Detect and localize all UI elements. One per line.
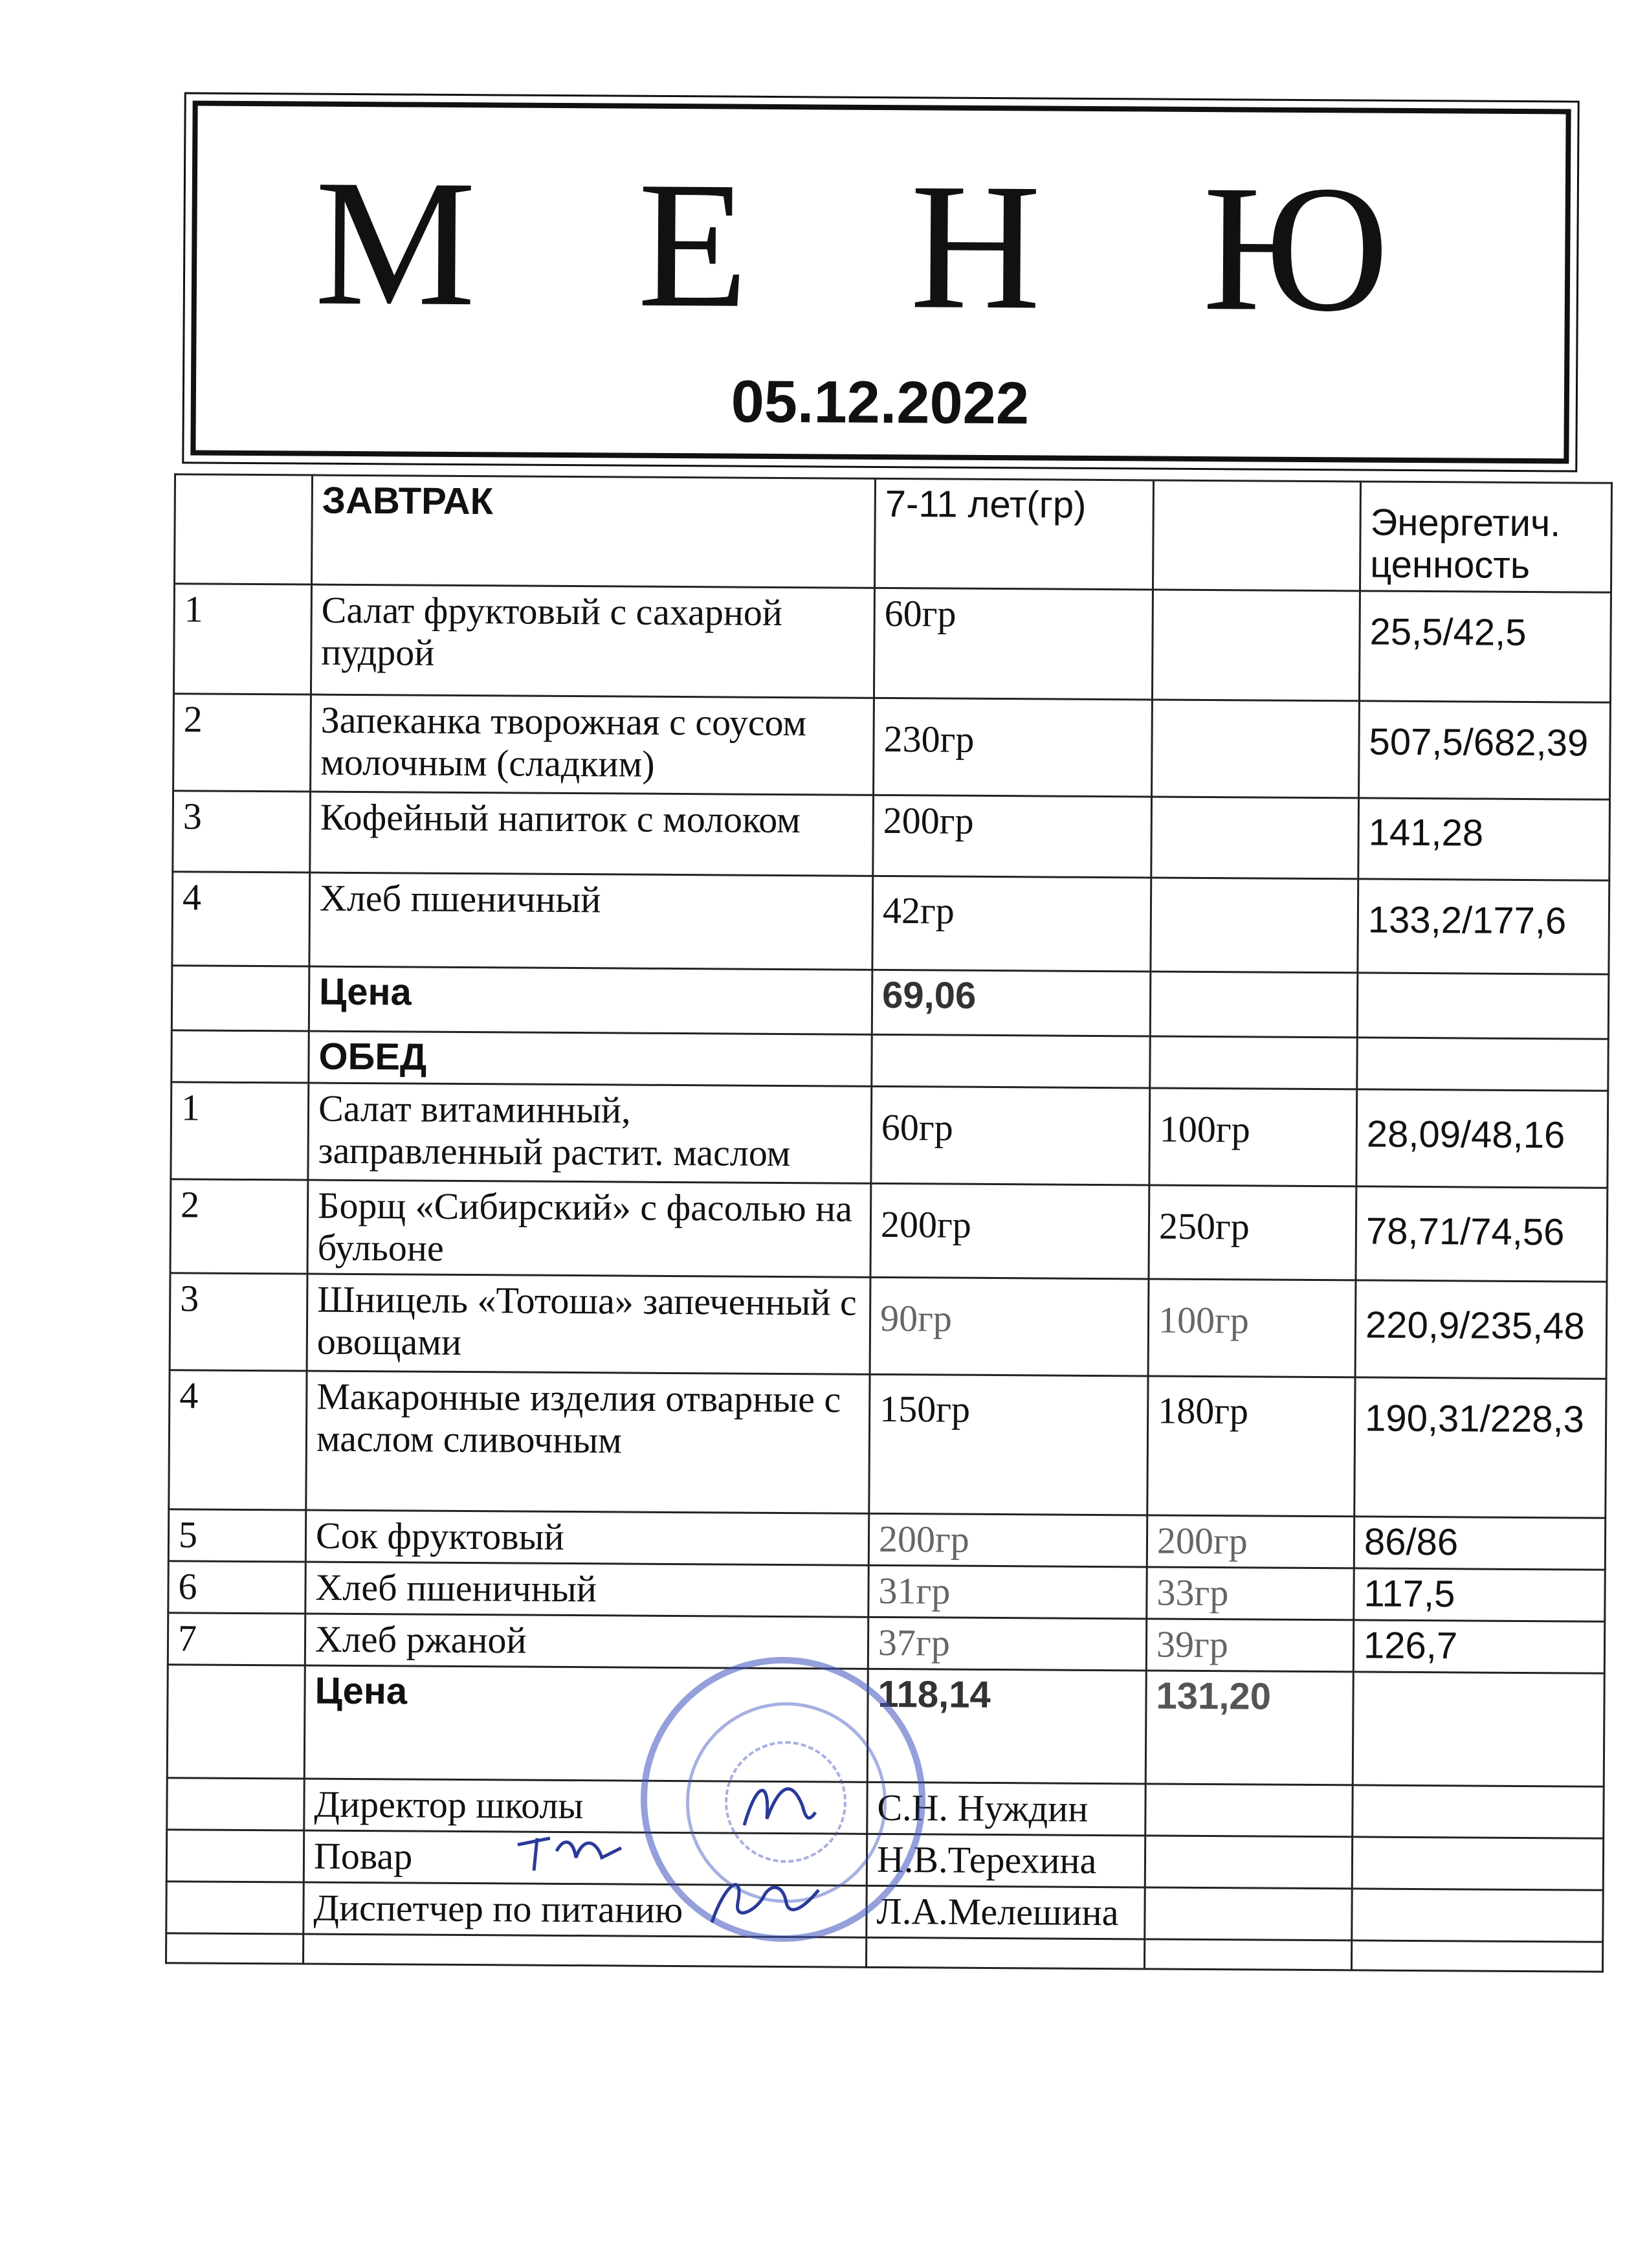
weight-7-11: 230гр (874, 698, 1153, 797)
energy-value: 190,31/228,3 (1354, 1377, 1606, 1518)
row-number: 6 (168, 1561, 305, 1614)
cell-empty (1144, 1939, 1351, 1970)
weight-12-18: 100гр (1148, 1279, 1356, 1377)
dish-name: Кофейный напиток с молоком (310, 792, 874, 876)
table-row (169, 1370, 1606, 1518)
weight-7-11: 31гр (868, 1565, 1147, 1619)
weight-7-11: 37гр (868, 1617, 1146, 1671)
signature-name: С.Н. Нуждин (867, 1782, 1145, 1836)
director-signature (731, 1767, 822, 1845)
cell-empty (872, 1034, 1150, 1088)
row-number: 4 (169, 1370, 307, 1510)
lunch-header-row (171, 1030, 1608, 1091)
weight-12-18: 100гр (1149, 1088, 1357, 1186)
energy-value: 507,5/682,39 (1359, 701, 1611, 799)
cell-empty (167, 1777, 304, 1830)
lunch-price-12-18: 131,20 (1145, 1671, 1353, 1785)
cell-empty (1353, 1785, 1604, 1838)
cell-empty (1357, 973, 1609, 1039)
energy-value: 133,2/177,6 (1358, 879, 1609, 974)
cell-empty (167, 1664, 305, 1778)
dish-name: Запеканка творожная с соусом молочным (сладким) (311, 695, 874, 795)
cell-empty (175, 474, 313, 584)
dish-name: Хлеб пшеничный (305, 1562, 868, 1617)
cell-empty (166, 1881, 304, 1933)
row-number: 1 (171, 1082, 309, 1180)
row-number: 1 (173, 584, 311, 695)
weight-12-18: 33гр (1147, 1567, 1354, 1620)
table-row (170, 1273, 1607, 1379)
cell-empty (1352, 1837, 1603, 1890)
row-number: 2 (173, 694, 311, 792)
cell-empty (171, 1030, 309, 1083)
age-label: 7-11 лет(гр) (874, 478, 1153, 590)
table-row (172, 872, 1609, 975)
row-number: 2 (170, 1179, 308, 1274)
cell-empty (1150, 1036, 1357, 1089)
cell-empty (166, 1933, 303, 1963)
weight-12-18: 180гр (1147, 1376, 1355, 1517)
title-box (190, 100, 1571, 463)
cell-empty (171, 966, 309, 1031)
energy-value: 25,5/42,5 (1359, 591, 1611, 702)
signature-role: Директор школы (304, 1779, 867, 1834)
signature-name: Л.А.Мелешина (867, 1885, 1145, 1939)
signature-name: Н.В.Терехина (867, 1834, 1145, 1887)
cell-empty (1351, 1940, 1602, 1971)
weight-7-11: 200гр (870, 1183, 1149, 1279)
price-label: Цена (309, 966, 872, 1034)
dish-name: Хлеб пшеничный (309, 873, 873, 970)
table-row (168, 1509, 1605, 1570)
table-row (173, 584, 1611, 703)
table-row (170, 1179, 1608, 1282)
energy-value: 28,09/48,16 (1356, 1089, 1608, 1188)
cell-empty (166, 1829, 304, 1882)
weight-7-11: 200гр (868, 1513, 1147, 1567)
cell-empty (1152, 700, 1360, 798)
breakfast-price-row (171, 966, 1609, 1040)
cell-empty (1353, 1672, 1604, 1786)
breakfast-price: 69,06 (872, 970, 1151, 1036)
cell-empty (1145, 1836, 1352, 1889)
energy-value: 86/86 (1354, 1517, 1605, 1570)
lunch-price-7-11: 118,14 (867, 1669, 1146, 1784)
cook-signature (511, 1819, 628, 1877)
table-row (173, 791, 1610, 881)
dish-name: Борщ «Сибирский» с фасолью на бульоне (307, 1180, 871, 1277)
energy-value: 220,9/235,48 (1355, 1280, 1607, 1379)
cell-empty (1152, 590, 1360, 701)
cell-empty (1150, 972, 1358, 1038)
dish-name: Макаронные изделия отварные с маслом сливочным (306, 1371, 870, 1513)
energy-label: Энергетич. ценность (1360, 482, 1611, 592)
weight-7-11: 200гр (873, 795, 1152, 878)
table-row (173, 694, 1611, 800)
cell-empty (1153, 480, 1360, 591)
row-number: 7 (168, 1612, 305, 1665)
dish-name: Салат фруктовый с сахарной пудрой (311, 584, 874, 698)
weight-12-18: 39гр (1146, 1619, 1353, 1672)
breakfast-section-label: ЗАВТРАК (312, 475, 876, 588)
lunch-section-label: ОБЕД (309, 1031, 872, 1086)
dish-name: Салат витаминный, заправленный растит. маслом (308, 1083, 872, 1183)
weight-7-11: 60гр (874, 588, 1153, 700)
weight-12-18: 200гр (1147, 1515, 1354, 1568)
page-title: М Е Н Ю (314, 141, 1448, 350)
dish-name: Сок фруктовый (305, 1510, 868, 1565)
row-number: 3 (173, 791, 311, 873)
cell-empty (1151, 878, 1358, 973)
energy-value: 117,5 (1354, 1568, 1605, 1621)
cell-empty (1352, 1889, 1603, 1942)
dish-name: Шницель «Тотоша» запеченный с овощами (307, 1274, 870, 1374)
price-label: Цена (304, 1665, 868, 1782)
cell-empty (1357, 1038, 1608, 1091)
cell-empty (1145, 1784, 1353, 1837)
row-number: 3 (170, 1273, 307, 1371)
menu-date: 05.12.2022 (731, 368, 1030, 437)
breakfast-header-row (175, 474, 1612, 592)
dispatcher-signature (699, 1864, 828, 1935)
table-row (171, 1082, 1608, 1188)
weight-7-11: 150гр (869, 1374, 1148, 1515)
energy-value: 141,28 (1358, 798, 1610, 880)
signature-role: Диспетчер по питанию (304, 1882, 867, 1937)
cell-empty (1151, 797, 1359, 879)
weight-7-11: 90гр (870, 1277, 1149, 1376)
cell-empty (866, 1937, 1144, 1969)
row-number: 4 (172, 872, 310, 966)
table-row (168, 1561, 1605, 1622)
weight-7-11: 60гр (871, 1086, 1150, 1185)
row-number: 5 (168, 1509, 305, 1562)
dish-name: Хлеб ржаной (305, 1614, 868, 1669)
weight-7-11: 42гр (872, 876, 1151, 972)
cell-empty (1145, 1887, 1352, 1940)
table-row (168, 1612, 1604, 1673)
weight-12-18: 250гр (1149, 1185, 1356, 1280)
energy-value: 126,7 (1353, 1620, 1604, 1673)
energy-value: 78,71/74,56 (1356, 1186, 1608, 1282)
signature-role: Повар (304, 1830, 867, 1885)
